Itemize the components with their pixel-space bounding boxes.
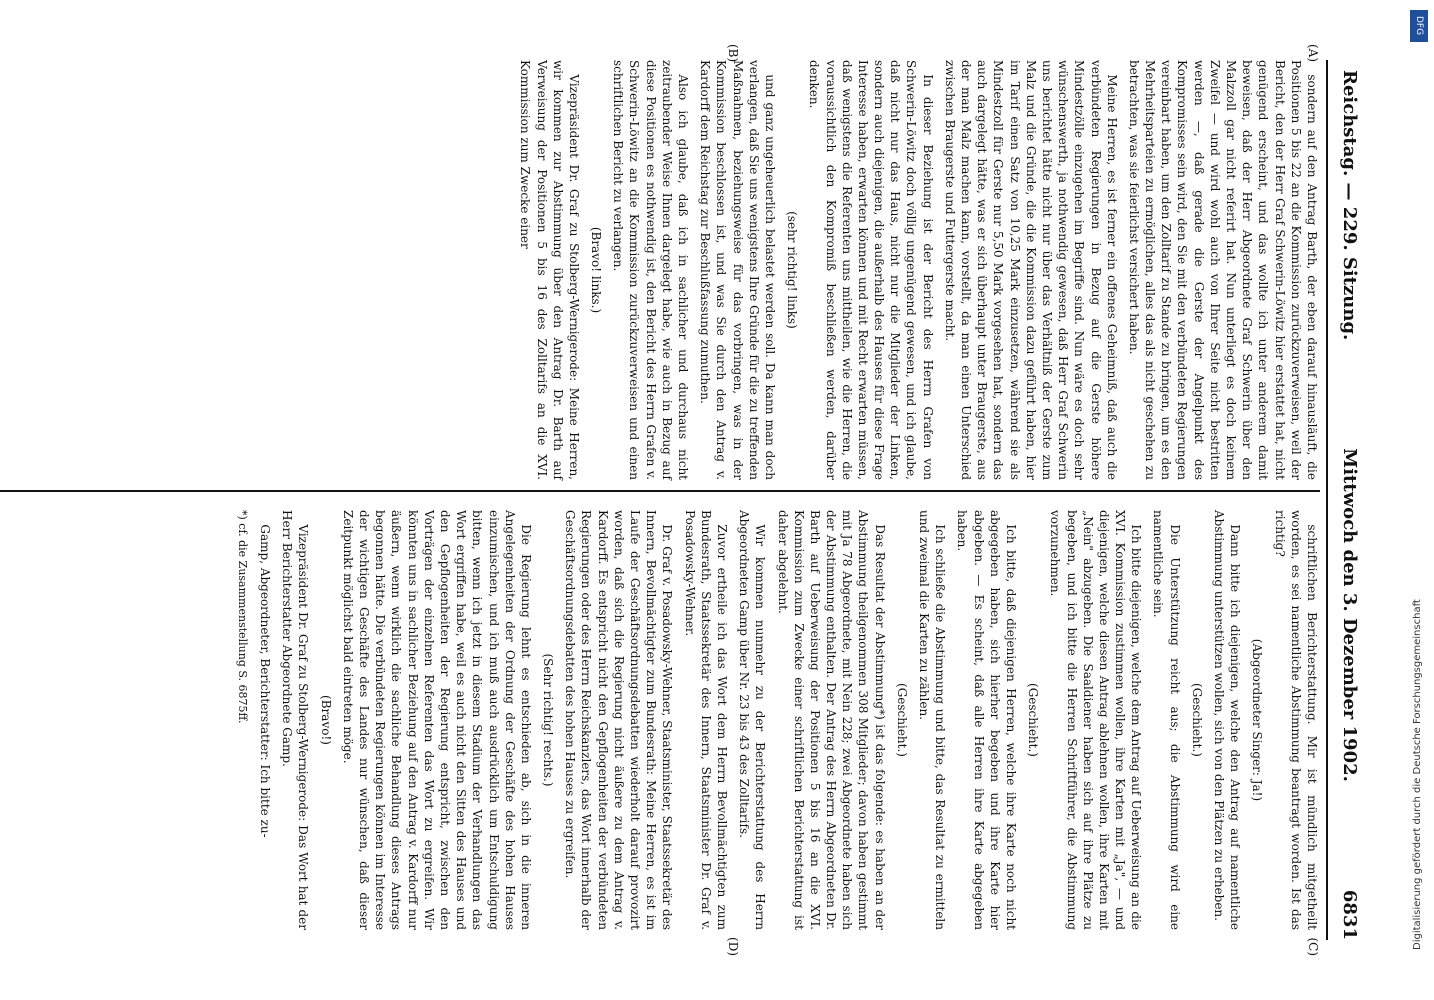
right-interjection-6: (Bravo!) [318,695,333,745]
right-interjection-5: (Sehr richtig! rechts.) [541,653,556,787]
margin-letter-d: (D) [726,937,740,956]
page-header [1330,70,1370,940]
header-left: Reichstag. — 229. Sitzung. [1339,70,1361,341]
right-paragraph-13: Gamp, Abgeordneter, Berichterstatter: Ich bitte zu- [258,524,273,838]
right-paragraph-6: Ich schließe die Abstimmung und bitte, das Resultat zu ermitteln und zweimal die Karten zu zählen. [917,510,948,930]
right-paragraph-7: Das Resultat der Abstimmung*) ist das folgende: es haben an der Abstimmung theilgenommen 308 Mitglieder; davon haben gestimmt mit Ja 78 Abgeordnete, mit Nein 228; zwei Abgeordnete haben sich der Abstimmung enthalten. Der Antrag des Herrn Abgeordneten Dr. Barth auf Ueberweisung der Positionen 5 bis 16 an die XVI. Kommission zum Zwecke einer schriftlichen Berichterstattung ist daher abgelehnt. [775,510,887,930]
left-paragraph-1: sondern auf den Antrag Barth, der eben darauf hinausläuft, die Positionen 5 bis 22 an die Kommission zurückzuverweisen, weil der Bericht, den der Herr Graf Schwerin-Löwitz hier erstattet hat, nicht genügend erscheint, und das wollte ich unter anderem damit beweisen, daß der Herr Abgeordnete Graf Schwerin über den Malzzoll gar nicht referirt hat. Nun unterliegt es doch keinem Zweifel — und wird wohl auch von Ihrer Seite nicht bestritten werden —, daß gerade die Gerste der Angelpunkt des Kompromisses sein wird, den Sie mit den verbündeten Regierungen vereinbart haben, um den Zolltarif zu Stande zu bringen, um es den Mehrheitsparteien zu ermöglichen, alles das als nicht geschehen zu betrachten, was sie feierlichst versichert haben. [1126,60,1319,480]
page-number: 6831 [1339,889,1361,940]
left-paragraph-4: und ganz ungeheuerlich belastet werden soll. Da kann man doch verlangen, daß Sie uns wenigstens Ihre Gründe für die zu treffenden Maßnahmen, beziehungsweise für das vorbringen, was in der Kommission beschlossen ist, und was Sie durch den Antrag v. Kardorff dem Reichstag zur Beschlußfassung zumuthen. [698,60,777,480]
right-paragraph-4: Ich bitte diejenigen, welche dem Antrag auf Ueberweisung an die XVI. Kommission zustimmen wollen, ihre Karten mit „Ja", — und diejenigen, welche diesen Antrag ablehnen wollen, ihre Karten mit „Nein" abzugeben. Die Saaldiener haben sich auf ihre Plätze zu begeben, und ich bitte die Herren Schriftführer, die Abstimmung vorzunehmen. [1048,510,1144,930]
margin-letter-c: (C) [1306,937,1320,956]
column-divider [0,490,1320,492]
left-interjection-2: (Bravo! links.) [589,226,604,314]
right-interjection-4: (Geschieht.) [894,683,909,757]
right-paragraph-10: Dr. Graf v. Posadowsky-Wehner, Staatsminister, Staatssekretär des Innern, Bevollmächtigter zum Bundesrath: Meine Herren, es ist im Laufe der Geschäftsordnungsdebatten wiederholt darauf provozirt worden, daß sich die Regierung nicht äußere zu dem Antrag v. Kardorff. Es entspricht nicht den Gepflogenheiten der verbündeten Regierungen oder des Herrn Reichskanzlers, das Wort innerhalb der Geschäftsordnungsdebatten des hohen Hauses zu ergreifen. [563,510,675,930]
right-paragraph-5: Ich bitte, daß diejenigen Herren, welche ihre Karte noch nicht abgegeben haben, sich hierher begeben und ihre Karte hier abgeben. — Es scheint, daß alle Herren ihre Karte abgegeben haben. [955,510,1018,930]
digitization-credit: Digitalisierung gefördert durch die Deutsche Forschungsgemeinschaft [1412,599,1423,950]
left-paragraph-6: Vizepräsident Dr. Graf zu Stolberg-Wernigerode: Meine Herren, wir kommen zur Abstimmung über den Antrag Dr. Barth auf Verweisung der Positionen 5 bis 16 des Zolltarifs an die XVI. Kommission zum Zwecke einer [518,60,581,480]
right-column [0,510,1320,930]
left-column [0,60,1320,480]
left-paragraph-2: Meine Herren, es ist ferner ein offenes Geheimniß, daß auch die verbündeten Regierungen in Bezug auf die Gerste höhere Mindestzölle einzugehen im Begriffe sind. Nun wäre es doch sehr wünschenswerth, ja nothwendig gewesen, daß Herr Graf Schwerin uns berichtet hätte nicht nur über das Verhältniß der Gerste zum Malz und die Gründe, die die Kommission dazu geführt haben, hier im Tarif einen Satz von 10,25 Mark einzusetzen, während sie als Mindestzoll für Gerste nur 5,50 Mark vorgesehen hat, sondern das auch dargelegt hätte, was er sich überhaupt unter Braugerste, aus der man Malz machen kann, vorstellt, da man einen Unterschied zwischen Braugerste und Futtergerste macht. [942,60,1119,480]
right-paragraph-11: Die Regierung lehnt es entschieden ab, sich in die inneren Angelegenheiten der Ordnung der Geschäfte des hohen Hauses einzumischen, und ich muß auch ausdrücklich um Entschuldigung bitten, wenn ich jetzt in diesem Stadium der Verhandlungen das Wort ergriffen habe, weil es auch nicht den Sitten des Hauses und den Gepflogenheiten der Regierung entspricht, zwischen den Vorträgen der einzelnen Referenten das Wort zu ergreifen. Wir könnten uns in sachlicher Beziehung auf den Antrag v. Kardorff nur äußern, wenn wirklich die sachliche Behandlung dieses Antrags begonnen hätte. Die verbündeten Regierungen können im Interesse der wichtigen Geschäfte des Landes nur wünschen, daß dieser Zeitpunkt möglichst bald eintreten möge. [340,510,533,930]
document-page [0,40,1380,960]
right-paragraph-1: schriftlichen Berichterstattung. Mir ist mündlich mitgetheilt worden, es sei namentliche Abstimmung beantragt worden. Ist das richtig? [1272,510,1319,930]
right-paragraph-2: Dann bitte ich diejenigen, welche den Antrag auf namentliche Abstimmung unterstützen wollen, sich von den Plätzen zu erheben. [1212,510,1243,930]
left-paragraph-3: In dieser Beziehung ist der Bericht des Herrn Grafen von Schwerin-Löwitz doch völlig ungenügend gewesen, und ich glaube, daß nicht nur das Haus, nicht nur die Mitglieder der Linken, sondern auch diejenigen, die außerhalb des Hauses für diese Frage Interesse haben, erwarten können und mit Recht erwarten müssen, daß wenigstens die Referenten uns mittheilen, wie die Herren, die voraussichtlich den Kompromiß beschließen werden, darüber denken. [807,60,935,480]
right-interjection-2: (Geschieht.) [1189,683,1204,757]
right-interjection-1: (Abgeordneter Singer: Ja!) [1250,638,1265,802]
margin-letter-b: (B) [726,44,740,63]
header-center: Mittwoch den 3. Dezember 1902. [1339,448,1361,782]
dfg-logo: DFG [1410,10,1428,42]
margin-letter-a: (A) [1306,44,1320,63]
left-paragraph-5: Also ich glaube, daß ich in sachlicher und durchaus nicht zeitraubender Weise Ihnen dargelegt habe, wie auch in Bezug auf diese Positionen es nothwendig ist, den Bericht des Herrn Grafen v. Schwerin-Löwitz an die Kommission zurückzuverweisen und einen schriftlichen Bericht zu verlangen. [611,60,691,480]
right-paragraph-9: Zuvor ertheile ich das Wort dem Herrn Bevollmächtigten zum Bundesrath, Staatssekretär des Innern, Staatsminister Dr. Graf v. Posadowsky-Wehner. [682,510,729,930]
left-interjection-1: (sehr richtig! links) [785,211,800,329]
right-paragraph-12: Vizepräsident Dr. Graf zu Stolberg-Wernigerode: Das Wort hat der Herr Berichterstatter Abgeordnete Gamp. [280,510,311,930]
right-paragraph-8: Wir kommen nunmehr zu der Berichterstattung des Herrn Abgeordneten Gamp über Nr. 23 bis 43 des Zolltarifs. [737,510,768,930]
right-paragraph-3: Die Unterstützung reicht aus; die Abstimmung wird eine namentliche sein. [1151,510,1182,930]
right-interjection-3: (Geschieht.) [1026,683,1041,757]
footnote: *) cf. die Zusammenstellung S. 6875ff. [235,510,249,724]
header-rule [1326,60,1328,940]
